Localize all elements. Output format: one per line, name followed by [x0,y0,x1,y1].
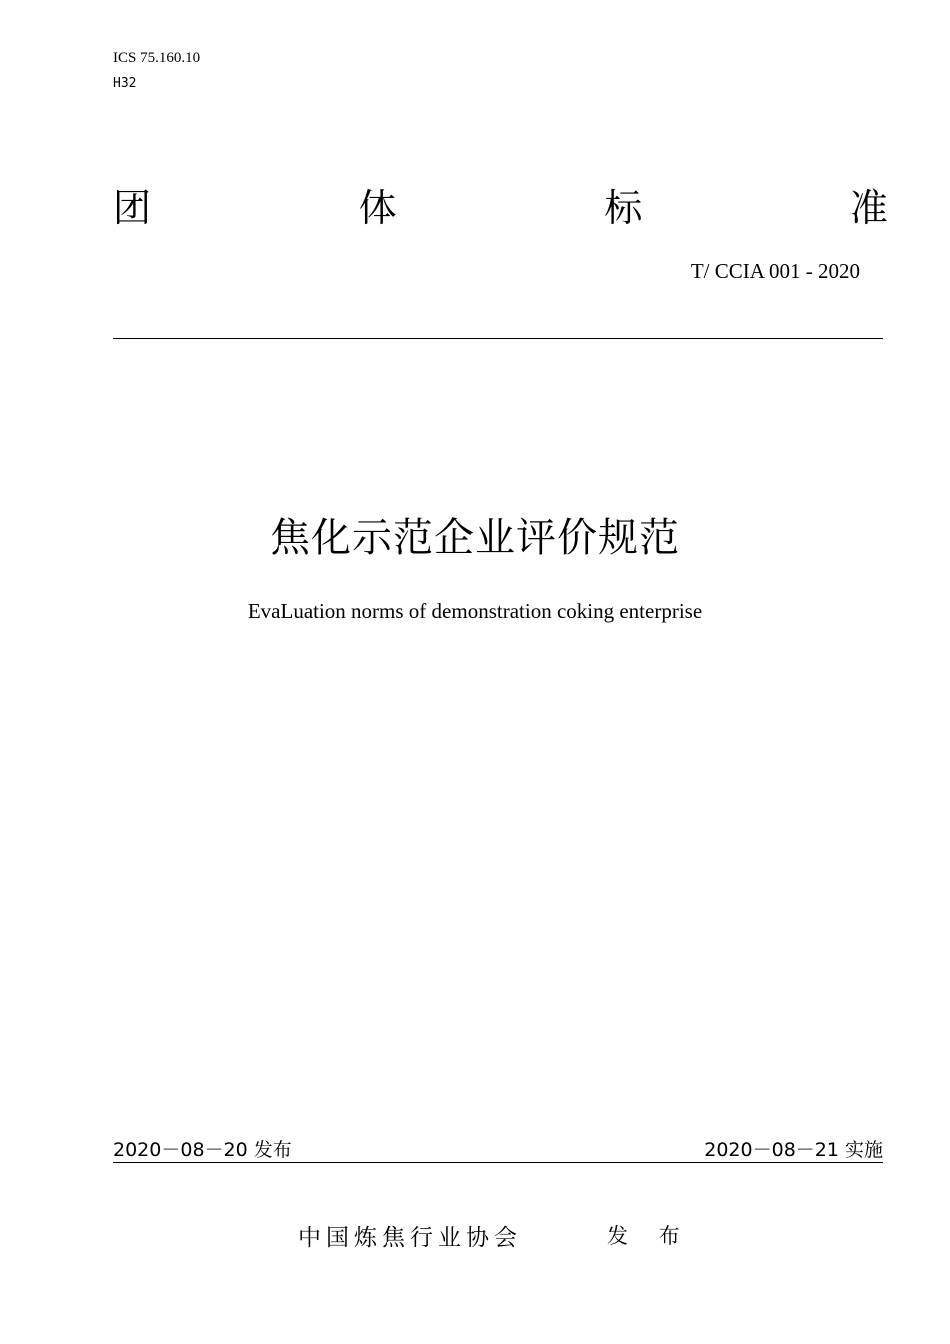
standard-number: T/ CCIA 001 - 2020 [690,259,860,283]
classification-code: H32 [113,76,137,91]
standard-type-char: 体 [358,186,397,230]
header-divider [113,338,883,339]
title-english: EvaLuation norms of demonstration coking enterprise [247,599,703,623]
standard-type-char: 准 [849,186,888,230]
standard-type-heading [113,186,888,230]
title-chinese: 焦化示范企业评价规范 [270,515,680,561]
date-divider [113,1162,883,1163]
standard-type-char: 团 [113,186,152,230]
issued-label: 发 布 [607,1224,692,1248]
standard-type-char: 标 [604,186,643,230]
implementation-date: 2020－08－21 实施 [704,1139,883,1161]
ics-code: ICS 75.160.10 [113,50,201,66]
issuing-organization: 中国炼焦行业协会 [298,1225,522,1251]
issue-date: 2020－08－20 发布 [113,1139,292,1161]
